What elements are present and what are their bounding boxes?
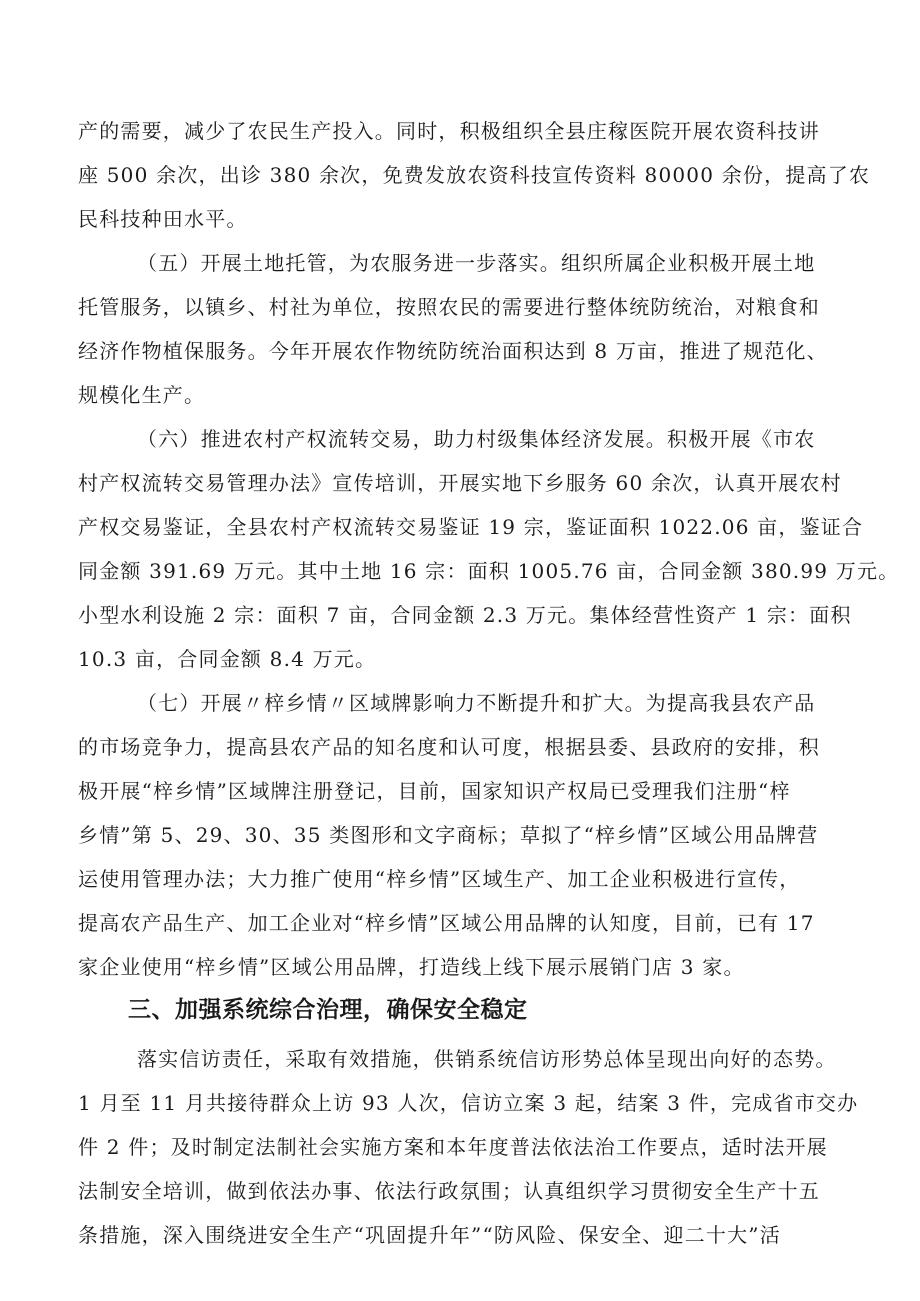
paragraph-line: 经济作物植保服务。今年开展农作物统防统治面积达到 8 万亩，推进了规范化、 — [78, 339, 828, 363]
paragraph-line: （六）推进农村产权流转交易，助力村级集体经济发展。积极开展《市农 — [137, 427, 816, 451]
paragraph-line: 提高农产品生产、加工企业对“梓乡情”区域公用品牌的认知度，目前，已有 17 — [78, 911, 815, 935]
paragraph-line: 法制安全培训，做到依法办事、依法行政氛围；认真组织学习贯彻安全生产十五 — [78, 1179, 820, 1203]
paragraph-line: 件 2 件；及时制定法制社会实施方案和本年度普法依法治工作要点，适时法开展 — [78, 1135, 828, 1159]
paragraph-line: 村产权流转交易管理办法》宣传培训，开展实地下乡服务 60 余次，认真开展农村 — [78, 471, 842, 495]
paragraph-line: 乡情”第 5、29、30、35 类图形和文字商标；草拟了“梓乡情”区域公用品牌营 — [78, 823, 819, 847]
paragraph-line: 小型水利设施 2 宗：面积 7 亩，合同金额 2.3 万元。集体经营性资产 1 宗：面积 — [78, 603, 852, 627]
paragraph-line: 10.3 亩，合同金额 8.4 万元。 — [78, 647, 377, 671]
paragraph-line: （五）开展土地托管，为农服务进一步落实。组织所属企业积极开展土地 — [137, 251, 816, 275]
section-heading: 三、加强系统综合治理，确保安全稳定 — [128, 997, 528, 1023]
paragraph-line: 落实信访责任，采取有效措施，供销系统信访形势总体呈现出向好的态势。 — [137, 1047, 837, 1071]
paragraph-line: 产权交易鉴证，全县农村产权流转交易鉴证 19 宗，鉴证面积 1022.06 亩，鉴证合 — [78, 515, 864, 539]
paragraph-line: 1 月至 11 月共接待群众上访 93 人次，信访立案 3 起，结案 3 件，完成省市交办 — [78, 1091, 859, 1115]
paragraph-line: 产的需要，减少了农民生产投入。同时，积极组织全县庄稼医院开展农资科技讲 — [78, 119, 820, 143]
paragraph-line: 家企业使用“梓乡情”区域公用品牌，打造线上线下展示展销门店 3 家。 — [78, 955, 745, 979]
paragraph-line: 同金额 391.69 万元。其中土地 16 宗：面积 1005.76 亩，合同金额 380.99 万元。 — [78, 559, 900, 583]
paragraph-line: 条措施，深入围绕进安全生产“巩固提升年”“防风险、保安全、迎二十大”活 — [78, 1223, 781, 1247]
paragraph-line: 运使用管理办法；大力推广使用“梓乡情”区域生产、加工企业积极进行宣传， — [78, 867, 801, 891]
paragraph-line: 座 500 余次，出诊 380 余次，免费发放农资科技宣传资料 80000 余份，提高了农 — [78, 163, 871, 187]
paragraph-line: 极开展“梓乡情”区域牌注册登记，目前，国家知识产权局已受理我们注册“梓 — [78, 779, 791, 803]
paragraph-line: 规模化生产。 — [78, 383, 206, 407]
paragraph-line: （七）开展〃梓乡情〃区域牌影响力不断提升和扩大。为提高我县农产品 — [137, 691, 816, 715]
paragraph-line: 的市场竞争力，提高县农产品的知名度和认可度，根据县委、县政府的安排，积 — [78, 735, 820, 759]
paragraph-line: 托管服务，以镇乡、村社为单位，按照农民的需要进行整体统防统治，对粮食和 — [78, 295, 820, 319]
paragraph-line: 民科技种田水平。 — [78, 207, 248, 231]
